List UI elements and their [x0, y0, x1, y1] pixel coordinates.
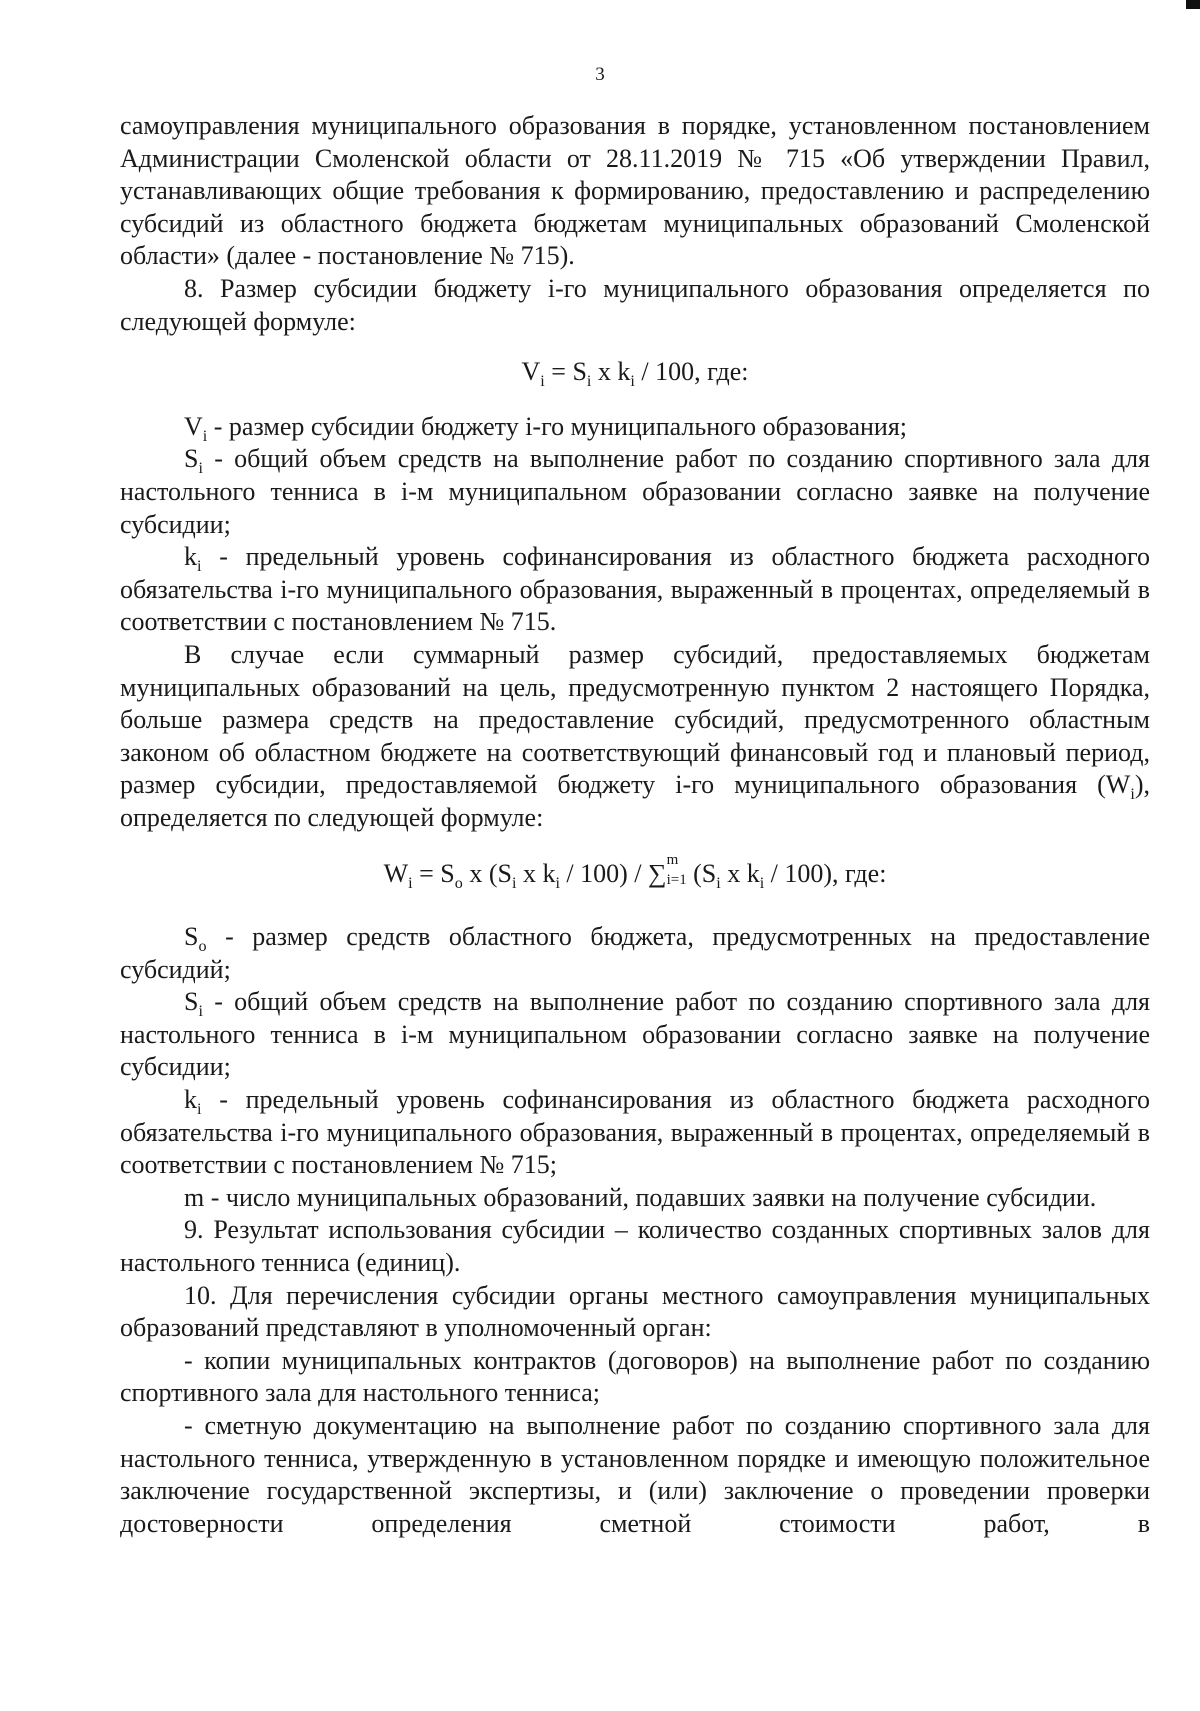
- definition-so: [120, 921, 1150, 986]
- f2-k-sub: i: [555, 875, 560, 893]
- def-v-text: - размер субсидии бюджету i-го муниципального образования;: [207, 411, 908, 441]
- def-k2-sub: i: [197, 1101, 202, 1119]
- definition-k-second: [120, 1084, 1150, 1182]
- definition-m: m - число муниципальных образований, подавших заявки на получение субсидии.: [184, 1182, 1097, 1212]
- sum-limits: [666, 852, 687, 889]
- f2-x1: x (: [462, 859, 498, 889]
- def-so-text: - размер средств областного бюджета, предусмотренных на предоставление субсидий;: [120, 922, 1150, 984]
- def-s2-text: - общий объем средств на выполнение работ по созданию спортивного зала для настольного тенниса в i-м муниципальном образовании согласно заявке на получение субсидии;: [120, 987, 1150, 1082]
- formula-v-sub: i: [540, 373, 545, 391]
- def-s-sub: i: [198, 460, 203, 478]
- f2-s-sub: i: [511, 875, 517, 893]
- formula-k: k: [617, 357, 631, 387]
- f2-so: S: [440, 859, 455, 889]
- f2-k2: k: [746, 859, 760, 889]
- f2-s2: S: [701, 859, 717, 889]
- f2-eq: =: [412, 859, 441, 889]
- f2-x2: x: [516, 859, 543, 889]
- sum-lower-limit: i=1: [666, 872, 687, 889]
- f2-s2-sub: i: [716, 875, 721, 893]
- paragraph-10: 10. Для перечисления субсидии органы местного самоуправления муниципальных образований представляют в уполномоченный орган:: [120, 1280, 1150, 1343]
- f2-so-sub: o: [454, 875, 463, 893]
- formula-subsidy-reduced: [120, 852, 1150, 893]
- f2-s: S: [497, 859, 512, 889]
- f2-tail: / 100), где:: [764, 859, 887, 889]
- def-v-symbol: V: [184, 411, 203, 441]
- list-item-contracts: - копии муниципальных контрактов (договоров) на выполнение работ по созданию спортивного зала для настольного тенниса;: [120, 1345, 1150, 1408]
- list-item-estimates: - сметную документацию на выполнение работ по созданию спортивного зала для настольного тенниса, утвержденную в установленном порядке и имеющую положительное заключение государственной экспертизы, и (или) заключение о проведении проверки достоверности определения сметной стоимости работ, в: [120, 1410, 1150, 1538]
- f2-k: k: [542, 859, 556, 889]
- paragraph-9: 9. Результат использования субсидии – количество созданных спортивных залов для настольного тенниса (единиц).: [120, 1215, 1150, 1277]
- f2-w-sub: i: [408, 875, 413, 893]
- def-so-symbol: S: [184, 922, 199, 952]
- def-k-symbol: k: [184, 542, 197, 572]
- formula-k-sub: i: [630, 373, 635, 391]
- paragraph-intro: самоуправления муниципального образования в порядке, установленном постановлением Администрации Смоленской области от 28.11.2019 № 715 «Об утверждении Правил, устанавливающих общие требования к формированию, предоставлению и распределению субсидий из областного бюджета бюджетам муниципальных образований Смоленской области» (далее - постановление № 715).: [120, 111, 1150, 271]
- formula-x: x: [591, 357, 618, 387]
- def-k-sub: i: [197, 558, 202, 576]
- f2-w: W: [383, 859, 409, 889]
- paragraph-excess-case: [120, 639, 1150, 835]
- formula-s: S: [572, 357, 587, 387]
- excess-case-tail: ), определяется по следующей формуле:: [120, 770, 1150, 832]
- f2-x3: x: [720, 859, 747, 889]
- definition-s-second: [120, 986, 1150, 1084]
- def-so-sub: o: [198, 938, 207, 956]
- f2-k2-sub: i: [759, 875, 765, 893]
- formula-s-sub: i: [586, 373, 592, 391]
- f2-open: (: [686, 859, 702, 889]
- scan-corner-mark: [1186, 0, 1200, 9]
- excess-case-text: В случае если суммарный размер субсидий, предоставляемых бюджетам муниципальных образований на цель, предусмотренную пунктом 2 настоящего Порядка, больше размера средств на предоставление субсидий, предусмотренного областным законом об областном бюджете на соответствующий финансовый год и плановый период, размер субсидии, предоставляемой бюджету i-го муниципального образования (W: [120, 639, 1150, 800]
- document-body: [120, 110, 1150, 1540]
- f2-mid: / 100) / ∑: [559, 859, 667, 889]
- def-k2-symbol: k: [184, 1085, 197, 1115]
- definition-k: [120, 541, 1150, 639]
- definition-v: [120, 411, 1150, 444]
- def-s2-symbol: S: [184, 987, 199, 1017]
- paragraph-8: 8. Размер субсидии бюджету i-го муниципального образования определяется по следующей формуле:: [120, 273, 1150, 336]
- formula-tail: / 100, где:: [634, 357, 749, 387]
- def-v-sub: i: [202, 427, 208, 445]
- def-k-text: - предельный уровень софинансирования из областного бюджета расходного обязательства i-го муниципального образования, выраженный в процентах, определяемый в соответствии с постановлением № 715.: [120, 542, 1150, 637]
- def-s2-sub: i: [198, 1003, 203, 1021]
- formula-eq: =: [544, 357, 573, 387]
- def-s-symbol: S: [184, 444, 199, 474]
- sum-upper-limit: m: [666, 852, 679, 869]
- def-k2-text: - предельный уровень софинансирования из областного бюджета расходного обязательства i-го муниципального образования, выраженный в процентах, определяемый в соответствии с постановлением № 715;: [120, 1085, 1150, 1180]
- formula-v: V: [521, 357, 541, 387]
- formula-subsidy-size: [120, 356, 1150, 389]
- def-s-text: - общий объем средств на выполнение работ по созданию спортивного зала для настольного тенниса в i-м муниципальном образовании согласно заявке на получение субсидии;: [120, 444, 1150, 539]
- definition-s: [120, 443, 1150, 541]
- excess-case-sub: i: [1130, 786, 1135, 804]
- page-number: 3: [595, 64, 605, 85]
